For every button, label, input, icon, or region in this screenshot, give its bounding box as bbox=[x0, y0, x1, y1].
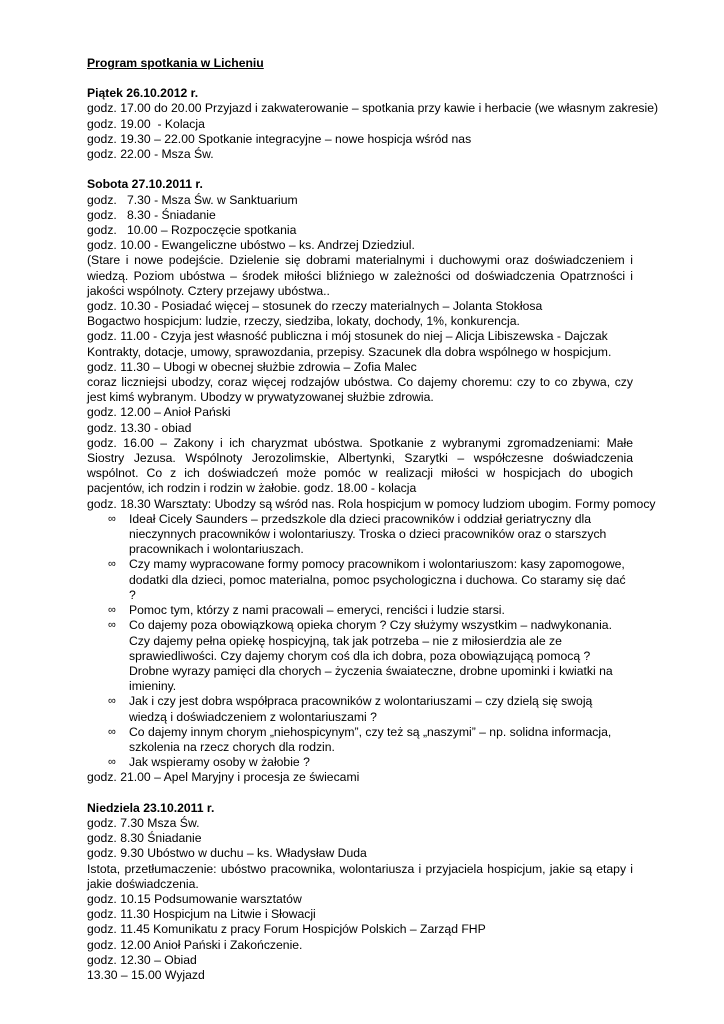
workshop-bullet-list bbox=[87, 512, 633, 770]
schedule-line: godz. 19.00 - Kolacja bbox=[87, 116, 205, 131]
infinity-bullet-icon: ∞ bbox=[108, 604, 116, 617]
schedule-line: godz. 22.00 - Msza Św. bbox=[87, 147, 214, 162]
schedule-line: godz. 11.30 – Ubogi w obecnej służbie zdrowia – Zofia Malec bbox=[87, 359, 417, 374]
day-friday bbox=[87, 86, 659, 162]
list-item-text: Jak wspieramy osoby w żałobie ? bbox=[129, 755, 310, 770]
infinity-bullet-icon: ∞ bbox=[108, 558, 116, 571]
list-item bbox=[108, 755, 633, 770]
list-item bbox=[108, 694, 633, 724]
infinity-bullet-icon: ∞ bbox=[108, 725, 116, 738]
day-saturday bbox=[87, 177, 656, 785]
schedule-line: godz. 10.00 - Ewangeliczne ubóstwo – ks. Andrzej Dziedziul. bbox=[87, 238, 415, 253]
list-item-text: Czy mamy wypracowane formy pomocy pracownikom i wolontariuszom: kasy zapomogowe, dodatki dla dzieci, pomoc materialna, pomoc psychologiczna i duchowa. Co staramy się dać ? bbox=[129, 557, 626, 602]
list-item bbox=[108, 511, 633, 558]
schedule-line: godz. 12.00 Anioł Pański i Zakończenie. bbox=[87, 937, 303, 952]
infinity-bullet-icon: ∞ bbox=[108, 619, 116, 632]
schedule-line: godz. 11.30 Hospicjum na Litwie i Słowacji bbox=[87, 907, 316, 922]
schedule-line: godz. 9.30 Ubóstwo w duchu – ks. Władysław Duda bbox=[87, 846, 367, 861]
list-item bbox=[108, 724, 633, 755]
schedule-line: godz. 8.30 Śniadanie bbox=[87, 831, 202, 846]
schedule-line: godz. 10.30 - Posiadać więcej – stosunek do rzeczy materialnych – Jolanta Stokłosa bbox=[87, 299, 543, 314]
schedule-line: godz. 7.30 Msza Św. bbox=[87, 815, 200, 830]
description-paragraph: (Stare i nowe podejście. Dzielenie się dobrami materialnymi i duchowymi oraz doświadczeniem i wiedzą. Poziom ubóstwa – środek miłości bliźniego w zależności od doświadczenia Opatrzności i jakości wspólnoty. Cztery przejawy ubóstwa.. bbox=[87, 253, 633, 298]
schedule-line: godz. 19.30 – 22.00 Spotkanie integracyjne – nowe hospicja wśród nas bbox=[87, 131, 472, 146]
list-item bbox=[108, 557, 633, 603]
day-heading: Sobota 27.10.2011 r. bbox=[87, 177, 203, 192]
day-heading: Niedziela 23.10.2011 r. bbox=[87, 800, 215, 815]
schedule-line: godz. 12.00 – Anioł Pański bbox=[87, 405, 231, 420]
document-title: Program spotkania w Licheniu bbox=[87, 56, 264, 70]
list-item bbox=[108, 618, 633, 694]
list-item-text: Jak i czy jest dobra współpraca pracowników z wolontariuszami – czy dzielą się swoją wiedzą i doświadczeniem z wolontariuszami ? bbox=[129, 694, 593, 724]
list-item-text: Co dajemy innym chorym „niehospicynym”, czy też są „naszymi” – np. solidna informacja, szkolenia na rzecz chorych dla rodzin. bbox=[129, 724, 612, 754]
schedule-line: godz. 17.00 do 20.00 Przyjazd i zakwaterowanie – spotkania przy kawie i herbacie (we własnym zakresie) bbox=[87, 101, 659, 116]
infinity-bullet-icon: ∞ bbox=[108, 512, 116, 525]
schedule-line: godz. 8.30 - Śniadanie bbox=[87, 207, 216, 222]
schedule-line: godz. 13.30 - obiad bbox=[87, 420, 192, 435]
description-paragraph: Istota, przetłumaczenie: ubóstwo pracownika, wolontariusza i przyjaciela hospicjum, jakie są etapy i jakie doświadczenia. bbox=[87, 861, 633, 891]
schedule-line: godz. 7.30 - Msza Św. w Sanktuarium bbox=[87, 192, 298, 207]
schedule-line: godz. 21.00 – Apel Maryjny i procesja ze świecami bbox=[87, 770, 360, 785]
schedule-line: Kontrakty, dotacje, umowy, sprawozdania, przepisy. Szacunek dla dobra wspólnego w hospicjum. bbox=[87, 344, 612, 359]
description-paragraph: godz. 16.00 – Zakony i ich charyzmat ubóstwa. Spotkanie z wybranymi zgromadzeniami: Małe Siostry Jezusa. Wspólnoty Jerozolimskie, Albertynki, Szarytki – współczesne doświadczenia wspólnot. Co z ich doświadczeń może pomóc w realizacji miłości w hospicjach do ubogich pacjentów, ich rodzin i rodzin w żałobie. godz. 18.00 - kolacja bbox=[87, 435, 633, 496]
spacer bbox=[87, 162, 633, 177]
description-paragraph: coraz liczniejsi ubodzy, coraz więcej rodzajów ubóstwa. Co dajemy choremu: czy to co zbywa, czy jest kimś wybranym. Ubodzy w prywatyzowanej służbie zdrowia. bbox=[87, 375, 633, 405]
schedule-line: godz. 12.30 – Obiad bbox=[87, 952, 197, 967]
infinity-bullet-icon: ∞ bbox=[108, 695, 116, 708]
list-item-text: Ideał Cicely Saunders – przedszkole dla dzieci pracowników i oddział geriatryczny dla nieczynnych pracowników i wolontariuszy. Troska o dzieci pracowników oraz o starszych pracownikach i wolontariuszach. bbox=[129, 511, 607, 557]
schedule-line: 13.30 – 15.00 Wyjazd bbox=[87, 967, 205, 982]
document-page bbox=[87, 56, 659, 983]
schedule-line: Bogactwo hospicjum: ludzie, rzeczy, siedziba, lokaty, dochody, 1%, konkurencja. bbox=[87, 314, 520, 329]
list-item-text: Pomoc tym, którzy z nami pracowali – emeryci, renciści i ludzie starsi. bbox=[129, 603, 505, 618]
schedule-line: godz. 11.00 - Czyja jest własność publiczna i mój stosunek do niej – Alicja Libiszewska - Dajczak bbox=[87, 329, 608, 344]
schedule-line: godz. 18.30 Warsztaty: Ubodzy są wśród nas. Rola hospicjum w pomocy ludziom ubogim. Formy pomocy bbox=[87, 496, 656, 511]
day-heading: Piątek 26.10.2012 r. bbox=[87, 86, 199, 101]
schedule-line: godz. 10.15 Podsumowanie warsztatów bbox=[87, 891, 302, 906]
list-item bbox=[108, 603, 633, 618]
day-sunday bbox=[87, 801, 633, 983]
infinity-bullet-icon: ∞ bbox=[108, 756, 116, 769]
list-item-text: Co dajemy poza obowiązkową opieka chorym ? Czy służymy wszystkim – nadwykonania. Czy dajemy pełna opiekę hospicyjną, tak jak potrzeba – nie z miłosierdzia ale ze sprawiedliwości. Czy dajemy chorym coś dla ich dobra, poza obowiązującą pomocą ? Drobne wyrazy pamięci dla chorych – życzenia śwaiateczne, drobne upominki i kwiatki na imieniny. bbox=[129, 618, 613, 694]
spacer bbox=[87, 786, 633, 801]
schedule-line: godz. 10.00 – Rozpoczęcie spotkania bbox=[87, 223, 297, 238]
schedule-line: godz. 11.45 Komunikatu z pracy Forum Hospicjów Polskich – Zarząd FHP bbox=[87, 922, 486, 937]
